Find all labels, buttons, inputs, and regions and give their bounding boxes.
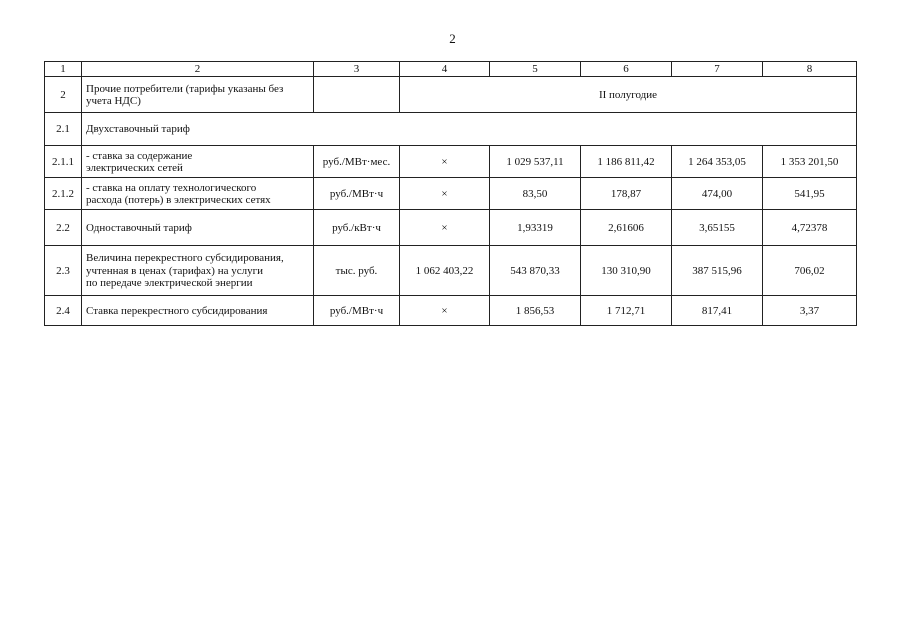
value-cell: 2,61606 (581, 210, 672, 246)
row-name-line: электрических сетей (86, 161, 183, 174)
value-cell: 541,95 (763, 178, 857, 210)
row-name (82, 210, 314, 246)
row-number: 2.2 (45, 210, 82, 246)
column-header: 2 (82, 62, 314, 77)
value-cell: 1 029 537,11 (490, 146, 581, 178)
page-number: 2 (449, 31, 456, 46)
value-cell: × (400, 296, 490, 326)
value-cell: 543 870,33 (490, 246, 581, 296)
value-cell: 1 856,53 (490, 296, 581, 326)
unit-cell: руб./МВт·мес. (314, 146, 400, 178)
row-name (82, 246, 314, 296)
row-name-line: Одноставочный тариф (86, 221, 192, 234)
row-name-line: - ставка за содержание (86, 149, 193, 162)
column-header: 5 (490, 62, 581, 77)
column-header: 6 (581, 62, 672, 77)
period-label: II полугодие (400, 77, 857, 113)
row-number: 2.3 (45, 246, 82, 296)
value-cell: 1 712,71 (581, 296, 672, 326)
value-cell: 4,72378 (763, 210, 857, 246)
value-cell: 817,41 (672, 296, 763, 326)
value-cell: 387 515,96 (672, 246, 763, 296)
row-name-line: по передаче электрической энергии (86, 276, 253, 289)
row-number: 2.1 (45, 113, 82, 146)
unit-cell: тыс. руб. (314, 246, 400, 296)
table-row (45, 246, 857, 296)
unit-cell: руб./МВт·ч (314, 296, 400, 326)
column-header: 4 (400, 62, 490, 77)
row-name: Прочие потребители (тарифы указаны без учета НДС) (82, 77, 314, 113)
table-row (45, 210, 857, 246)
table-row (45, 146, 857, 178)
row-name-line: - ставка на оплату технологического (86, 181, 257, 194)
tariff-table (44, 61, 857, 326)
value-cell: 1 062 403,22 (400, 246, 490, 296)
row-name (82, 146, 314, 178)
row-name-line: расхода (потерь) в электрических сетях (86, 193, 271, 206)
row-name-line: учтенная в ценах (тарифах) на услуги (86, 264, 264, 277)
row-name (82, 296, 314, 326)
value-cell: 3,65155 (672, 210, 763, 246)
value-cell: 474,00 (672, 178, 763, 210)
row-number: 2.4 (45, 296, 82, 326)
value-cell: 1 264 353,05 (672, 146, 763, 178)
value-cell: 130 310,90 (581, 246, 672, 296)
row-name (82, 178, 314, 210)
value-cell: 1 186 811,42 (581, 146, 672, 178)
subgroup-row (45, 113, 857, 146)
column-number-row (45, 62, 857, 77)
column-header: 3 (314, 62, 400, 77)
column-header: 1 (45, 62, 82, 77)
value-cell: 178,87 (581, 178, 672, 210)
table-row (45, 178, 857, 210)
value-cell: 83,50 (490, 178, 581, 210)
value-cell: 1 353 201,50 (763, 146, 857, 178)
unit-cell: руб./кВт·ч (314, 210, 400, 246)
column-header: 7 (672, 62, 763, 77)
row-name-line: Ставка перекрестного субсидирования (86, 304, 268, 317)
row-number: 2.1.2 (45, 178, 82, 210)
value-cell: 1,93319 (490, 210, 581, 246)
row-name: Двухставочный тариф (82, 113, 857, 146)
unit-cell: руб./МВт·ч (314, 178, 400, 210)
value-cell: × (400, 210, 490, 246)
table-row (45, 296, 857, 326)
value-cell: × (400, 146, 490, 178)
row-number: 2.1.1 (45, 146, 82, 178)
row-number: 2 (45, 77, 82, 113)
row-name-line: Величина перекрестного субсидирования, (86, 252, 284, 265)
value-cell: 706,02 (763, 246, 857, 296)
value-cell: 3,37 (763, 296, 857, 326)
value-cell: × (400, 178, 490, 210)
column-header: 8 (763, 62, 857, 77)
group-row (45, 77, 857, 113)
